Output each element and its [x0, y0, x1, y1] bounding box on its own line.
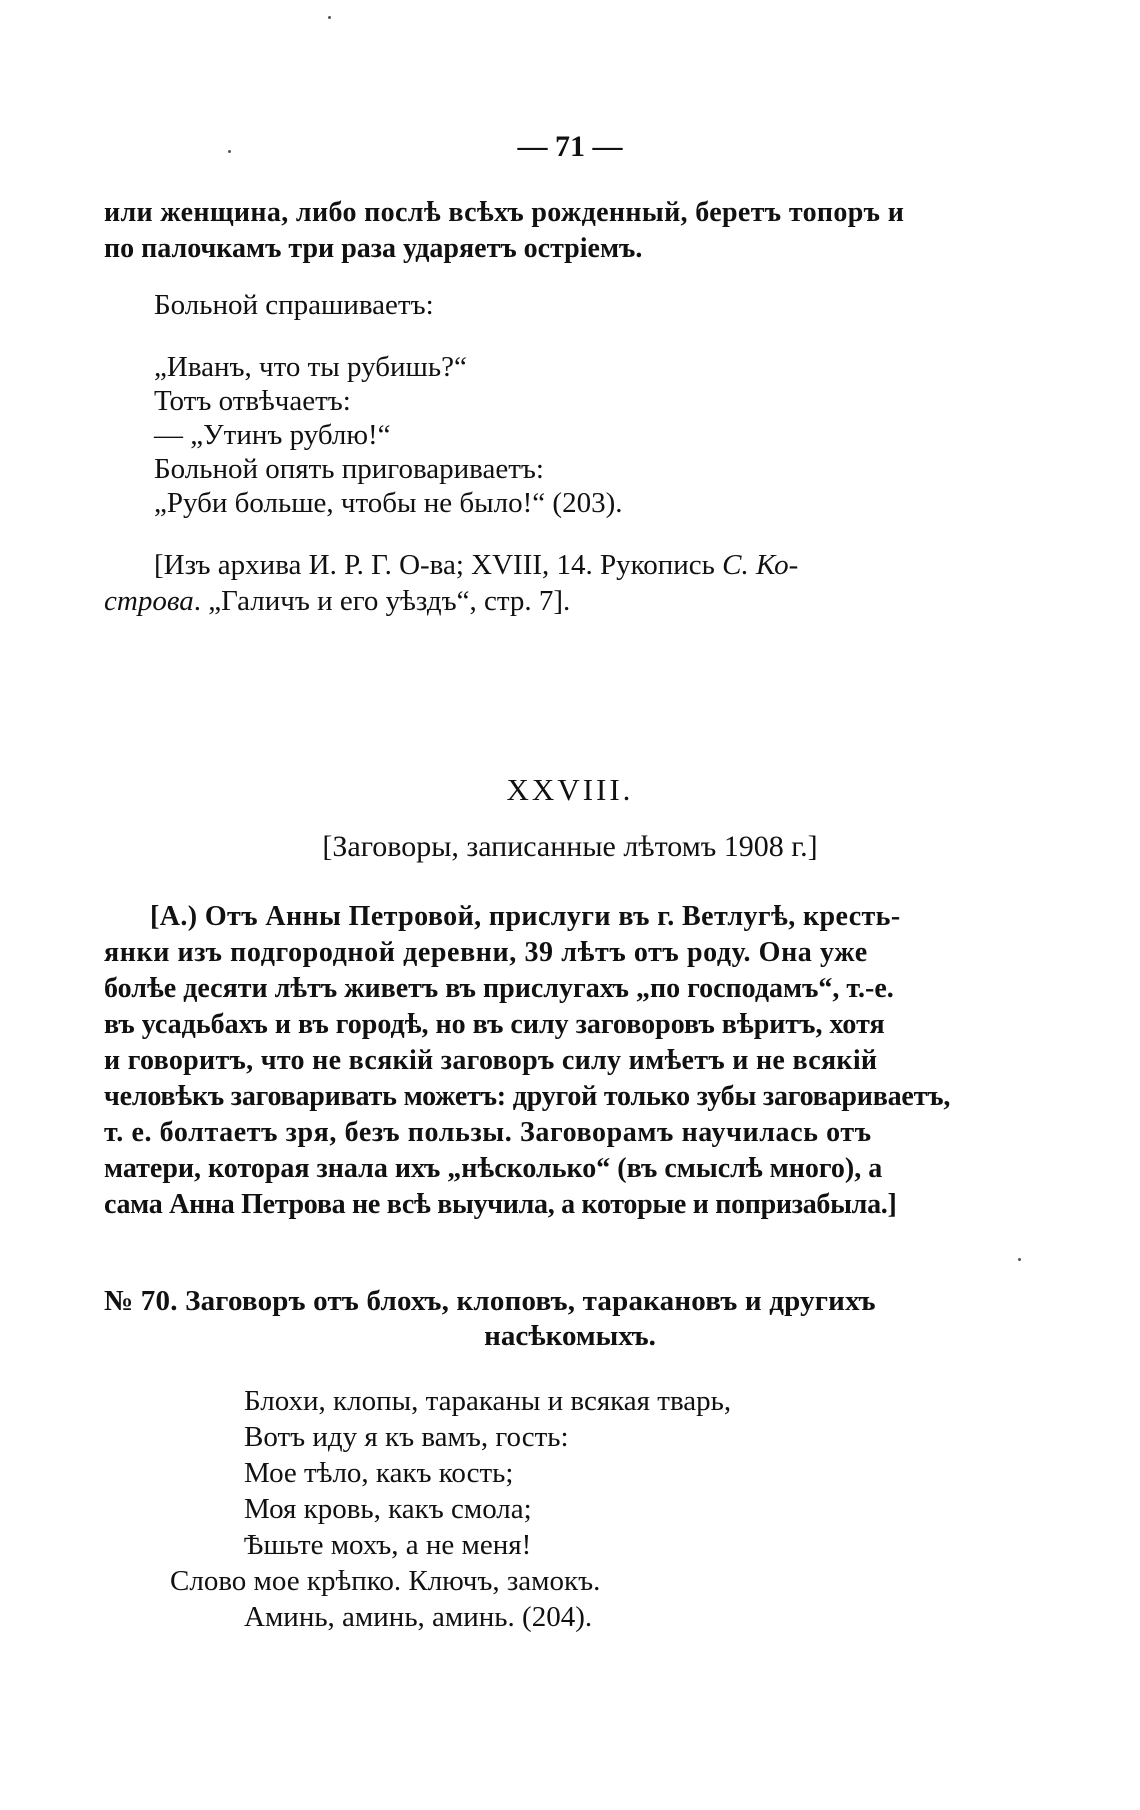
paragraph-line: т. е. болтаетъ зря, безъ пользы. Заговорамъ научилась отъ [104, 1117, 872, 1148]
intro-line-1: или женщина, либо послѣ всѣхъ рожденный, беретъ топоръ и [104, 197, 905, 228]
verse-line: Блохи, клопы, тараканы и всякая тварь, [244, 1385, 732, 1417]
paragraph-line: [А.) Отъ Анны Петровой, прислуги въ г. Ветлугѣ, кресть- [150, 901, 901, 932]
source-text-end: . „Галичъ и его уѣздъ“, стр. 7]. [193, 585, 571, 617]
dialogue-answer: — „Утинъ рублю!“ [154, 419, 391, 451]
section-numeral: XXVIII. [506, 772, 634, 807]
paragraph-line: болѣе десяти лѣтъ живетъ въ прислугахъ „по господамъ“, т.-е. [104, 973, 894, 1004]
source-citation-line-1 [154, 548, 798, 582]
intro-line-2: по палочкамъ три раза ударяетъ остріемъ. [104, 233, 643, 264]
source-text: [Изъ архива И. Р. Г. О-ва; XVIII, 14. Рукопись [154, 549, 723, 581]
dialogue-lead-2: Больной опять приговариваетъ: [154, 453, 544, 485]
dialogue-lead: Больной спрашиваетъ: [154, 289, 434, 321]
paragraph-line: человѣкъ заговаривать можетъ: другой только зубы заговариваетъ, [104, 1081, 951, 1112]
paragraph-line: сама Анна Петрова не всѣ выучила, а которые и попризабыла.] [104, 1189, 897, 1220]
charm-heading-continued: насѣкомыхъ. [484, 1320, 656, 1352]
dialogue-answer-2: „Руби больше, чтобы не было!“ (203). [154, 487, 623, 519]
dialogue-reply-lead: Тотъ отвѣчаетъ: [154, 385, 351, 417]
paragraph-line: въ усадьбахъ и въ городѣ, но въ силу заговоровъ вѣритъ, хотя [104, 1009, 885, 1040]
charm-heading: № 70. Заговоръ отъ блохъ, клоповъ, таракановъ и другихъ [104, 1285, 876, 1317]
verse-line: Слово мое крѣпко. Ключъ, замокъ. [170, 1565, 601, 1597]
verse-line: Вотъ иду я къ вамъ, гость: [244, 1421, 569, 1453]
source-author-end: строва [104, 585, 194, 617]
paragraph-line: матери, которая знала ихъ „нѣсколько“ (въ смыслѣ много), а [104, 1153, 883, 1184]
verse-line: Аминь, аминь, аминь. (204). [244, 1601, 593, 1633]
source-author: С. Ко- [722, 549, 799, 581]
paragraph-line: янки изъ подгородной деревни, 39 лѣтъ отъ роду. Она уже [104, 937, 868, 968]
section-subtitle: [Заговоры, записанные лѣтомъ 1908 г.] [322, 830, 818, 863]
page-number: — 71 — [517, 130, 623, 163]
source-citation-line-2 [104, 584, 570, 618]
verse-line: Ѣшьте мохъ, а не меня! [244, 1529, 532, 1561]
verse-line: Моя кровь, какъ смола; [244, 1493, 532, 1525]
print-speck [328, 16, 331, 19]
dialogue-question: „Иванъ, что ты рубишь?“ [154, 351, 467, 383]
paragraph-line: и говоритъ, что не всякій заговоръ силу имѣетъ и не всякій [104, 1045, 878, 1076]
print-speck [1018, 1258, 1021, 1261]
verse-line: Мое тѣло, какъ кость; [244, 1457, 514, 1489]
